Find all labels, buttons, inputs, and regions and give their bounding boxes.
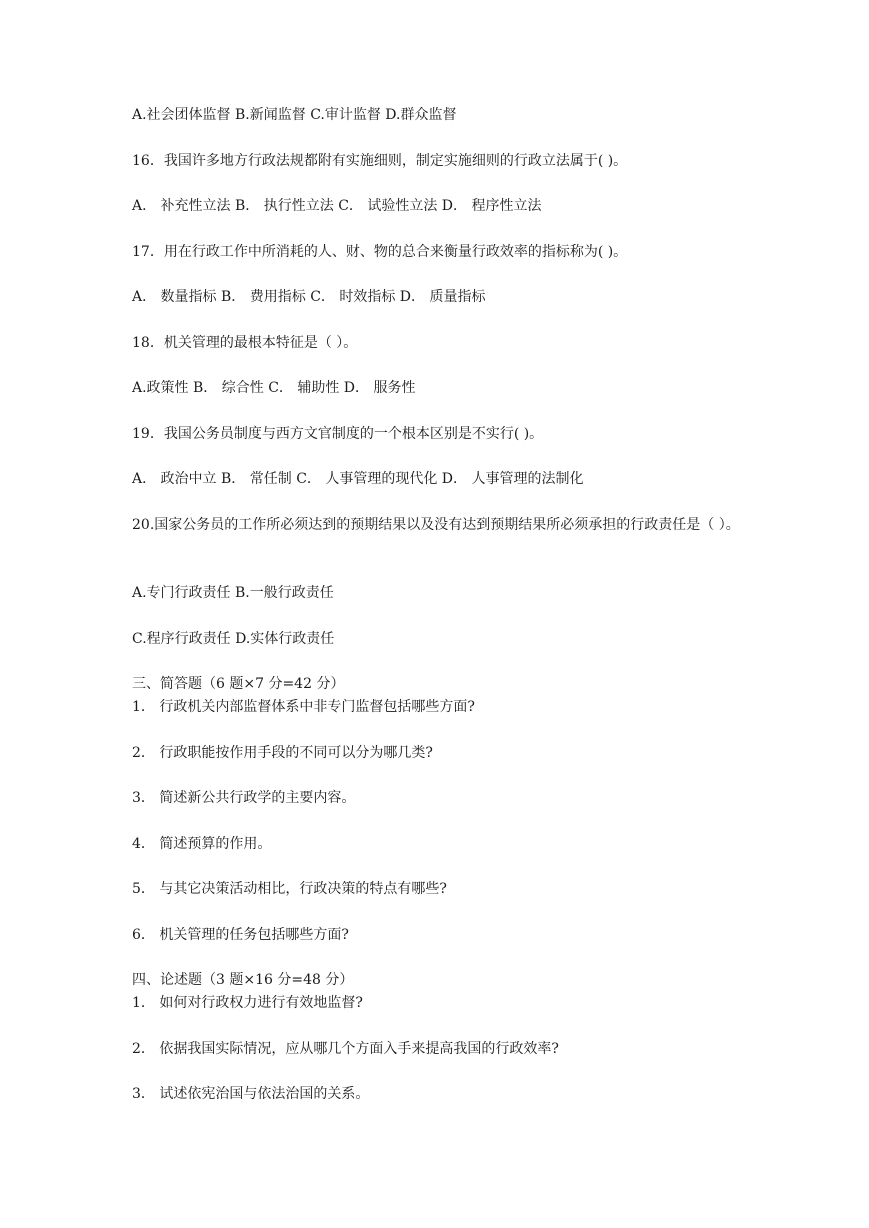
q20-question: 20.国家公务员的工作所必须达到的预期结果以及没有达到预期结果所必须承担的行政责任是（ ）。: [132, 517, 740, 533]
short-answer-4: 4． 简述预算的作用。: [132, 836, 272, 852]
short-answer-6: 6． 机关管理的任务包括哪些方面?: [132, 927, 349, 943]
q16-options: A． 补充性立法 B． 执行性立法 C． 试验性立法 D． 程序性立法: [132, 198, 542, 214]
q20-options-cd: C.程序行政责任 D.实体行政责任: [132, 631, 335, 647]
q18-question: 18．机关管理的最根本特征是（ ）。: [132, 335, 358, 351]
short-answer-3: 3． 简述新公共行政学的主要内容。: [132, 790, 356, 806]
essay-1: 1． 如何对行政权力进行有效地监督?: [132, 995, 363, 1011]
essay-3: 3． 试述依宪治国与依法治国的关系。: [132, 1086, 370, 1102]
short-answer-5: 5． 与其它决策活动相比，行政决策的特点有哪些?: [132, 881, 447, 897]
q17-question: 17．用在行政工作中所消耗的人、财、物的总合来衡量行政效率的指标称为( )。: [132, 244, 628, 260]
q16-question: 16．我国许多地方行政法规都附有实施细则，制定实施细则的行政立法属于( )。: [132, 153, 628, 169]
short-answer-2: 2． 行政职能按作用手段的不同可以分为哪几类?: [132, 745, 433, 761]
section-essay-heading: 四、论述题（3 题×16 分=48 分）: [132, 972, 354, 988]
q19-options: A． 政治中立 B． 常任制 C． 人事管理的现代化 D． 人事管理的法制化: [132, 471, 584, 487]
q20-options-ab: A.专门行政责任 B.一般行政责任: [132, 585, 334, 601]
q15-options: A.社会团体监督 B.新闻监督 C.审计监督 D.群众监督: [132, 107, 457, 123]
q17-options: A． 数量指标 B． 费用指标 C． 时效指标 D． 质量指标: [132, 289, 486, 305]
essay-2: 2． 依据我国实际情况，应从哪几个方面入手来提高我国的行政效率?: [132, 1041, 559, 1057]
q18-options: A.政策性 B． 综合性 C． 辅助性 D． 服务性: [132, 380, 416, 396]
q19-question: 19．我国公务员制度与西方文官制度的一个根本区别是不实行( )。: [132, 426, 544, 442]
short-answer-1: 1． 行政机关内部监督体系中非专门监督包括哪些方面?: [132, 699, 475, 715]
section-short-answer-heading: 三、简答题（6 题×7 分=42 分）: [132, 676, 345, 692]
